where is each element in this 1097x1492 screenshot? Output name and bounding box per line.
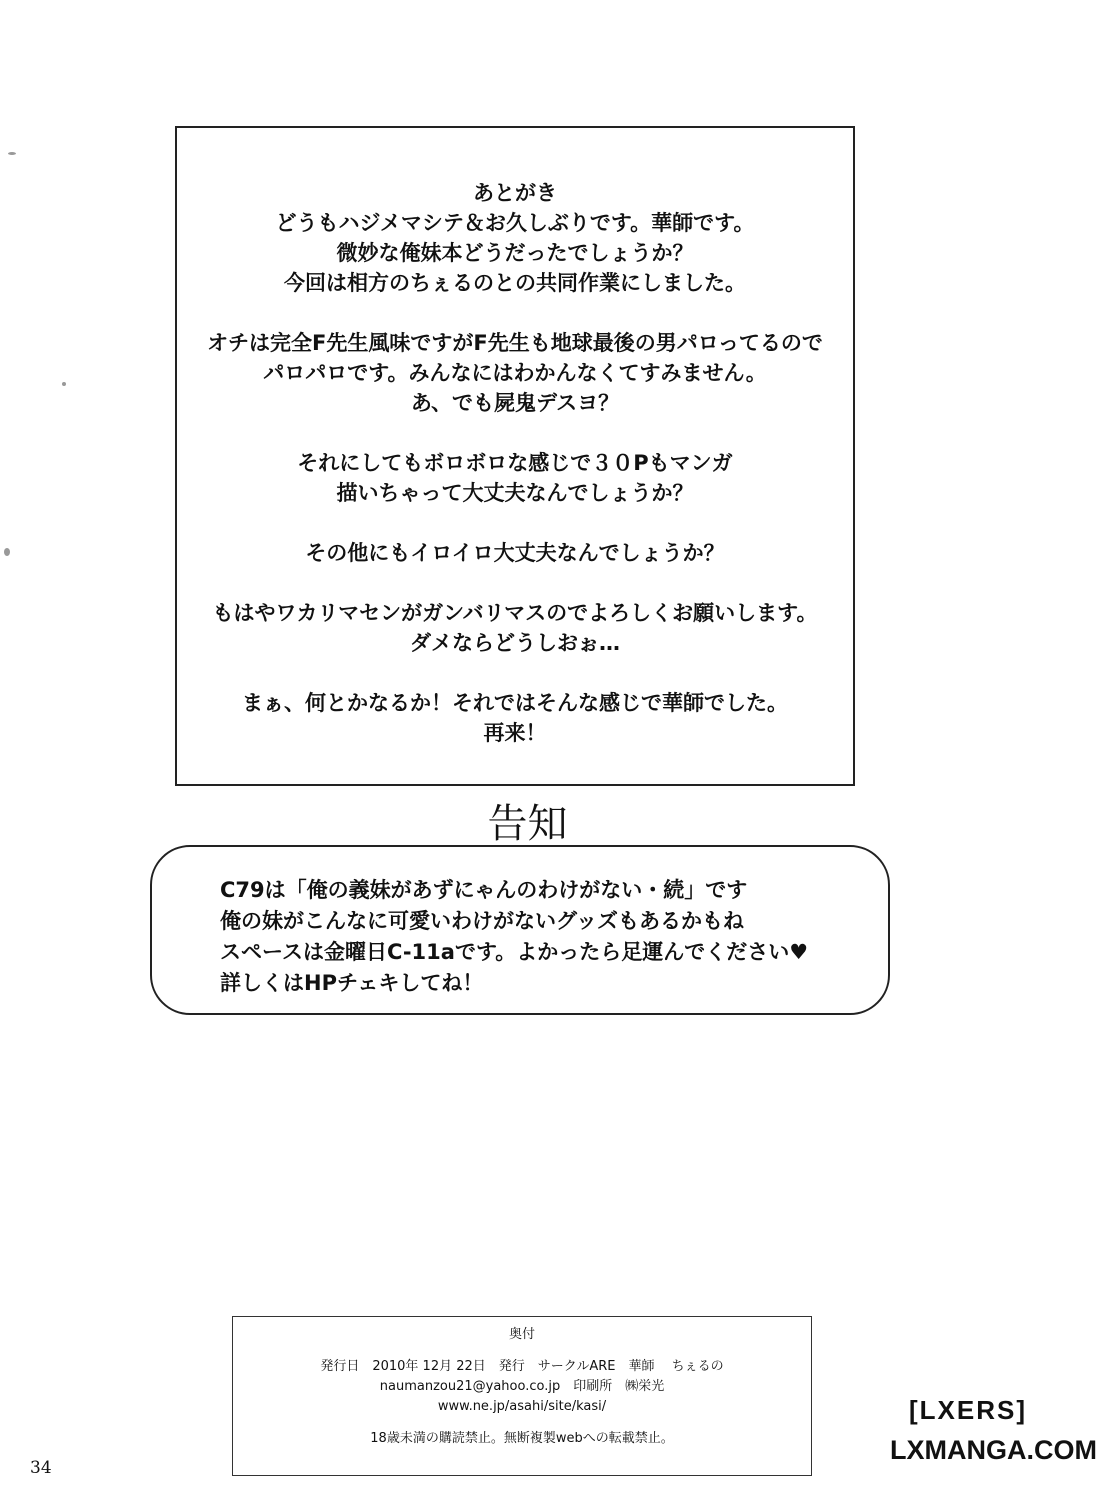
notice-title: 告知 (487, 801, 568, 847)
afterword-paragraph (177, 448, 853, 508)
notice-line: 詳しくはHPチェキしてね！ (220, 971, 484, 995)
afterword-line: 描いちゃって大丈夫なんでしょうか？ (336, 481, 694, 505)
afterword-paragraph (177, 538, 853, 568)
notice-line: C79は「俺の義妹があずにゃんのわけがない・続」です (220, 878, 748, 902)
afterword-line: あ、でも屍鬼デスヨ？ (410, 391, 620, 415)
afterword-paragraph (177, 178, 853, 298)
afterword-line: オチは完全F先生風味ですがF先生も地球最後の男パロってるので (207, 331, 823, 355)
afterword-line: その他にもイロイロ大丈夫なんでしょうか？ (305, 541, 725, 565)
afterword-paragraph (177, 328, 853, 418)
afterword-line: どうもハジメマシテ＆お久しぶりです。華師です。 (275, 211, 755, 235)
colophon-box (232, 1316, 812, 1476)
afterword-box (175, 126, 855, 786)
afterword-line: 微妙な俺妹本どうだったでしょうか？ (336, 241, 694, 265)
notice-text (220, 875, 808, 999)
colophon-text (233, 1325, 811, 1449)
afterword-heading: あとがき (473, 181, 557, 205)
notice-line: 俺の妹がこんなに可愛いわけがないグッズもあるかもね (220, 909, 744, 933)
afterword-line: まぁ、何とかなるか！それではそんな感じで華師でした。 (242, 691, 788, 715)
afterword-line: パロパロです。みんなにはわかんなくてすみません。 (263, 361, 767, 385)
page-number: 34 (30, 1458, 52, 1478)
scan-speck (4, 548, 10, 556)
afterword-line: もはやワカリマセンがガンバリマスのでよろしくお願いします。 (212, 601, 818, 625)
afterword-paragraph (177, 598, 853, 658)
afterword-paragraph (177, 688, 853, 748)
afterword-text (177, 178, 853, 778)
colophon-contact-line: naumanzou21@yahoo.co.jp 印刷所 ㈱栄光 (379, 1379, 665, 1394)
watermark-bottom-text: LXMANGA.COM (890, 1435, 1097, 1465)
notice-line: スペースは金曜日C-11aです。よかったら足運んでください♥ (220, 940, 809, 964)
afterword-line: 再来！ (483, 721, 547, 745)
colophon-notice-line: 18歳未満の購読禁止。無断複製webへの転載禁止。 (370, 1431, 674, 1446)
notice-box (150, 845, 890, 1015)
colophon-publication-line: 発行日 2010年 12月 22日 発行 サークルARE 華師 ちぇるの (320, 1359, 724, 1374)
watermark-logo (890, 1395, 1097, 1475)
colophon-heading: 奥付 (508, 1327, 535, 1342)
colophon-website-line: www.ne.jp/asahi/site/kasi/ (437, 1399, 607, 1414)
scan-speck (8, 152, 16, 155)
afterword-line: ダメならどうしおぉ… (410, 631, 620, 655)
scan-speck (62, 382, 66, 386)
watermark-top-text: [LXERS] (909, 1395, 1027, 1425)
afterword-line: 今回は相方のちぇるのとの共同作業にしました。 (284, 271, 746, 295)
afterword-line: それにしてもボロボロな感じで３０Pもマンガ (297, 451, 733, 475)
